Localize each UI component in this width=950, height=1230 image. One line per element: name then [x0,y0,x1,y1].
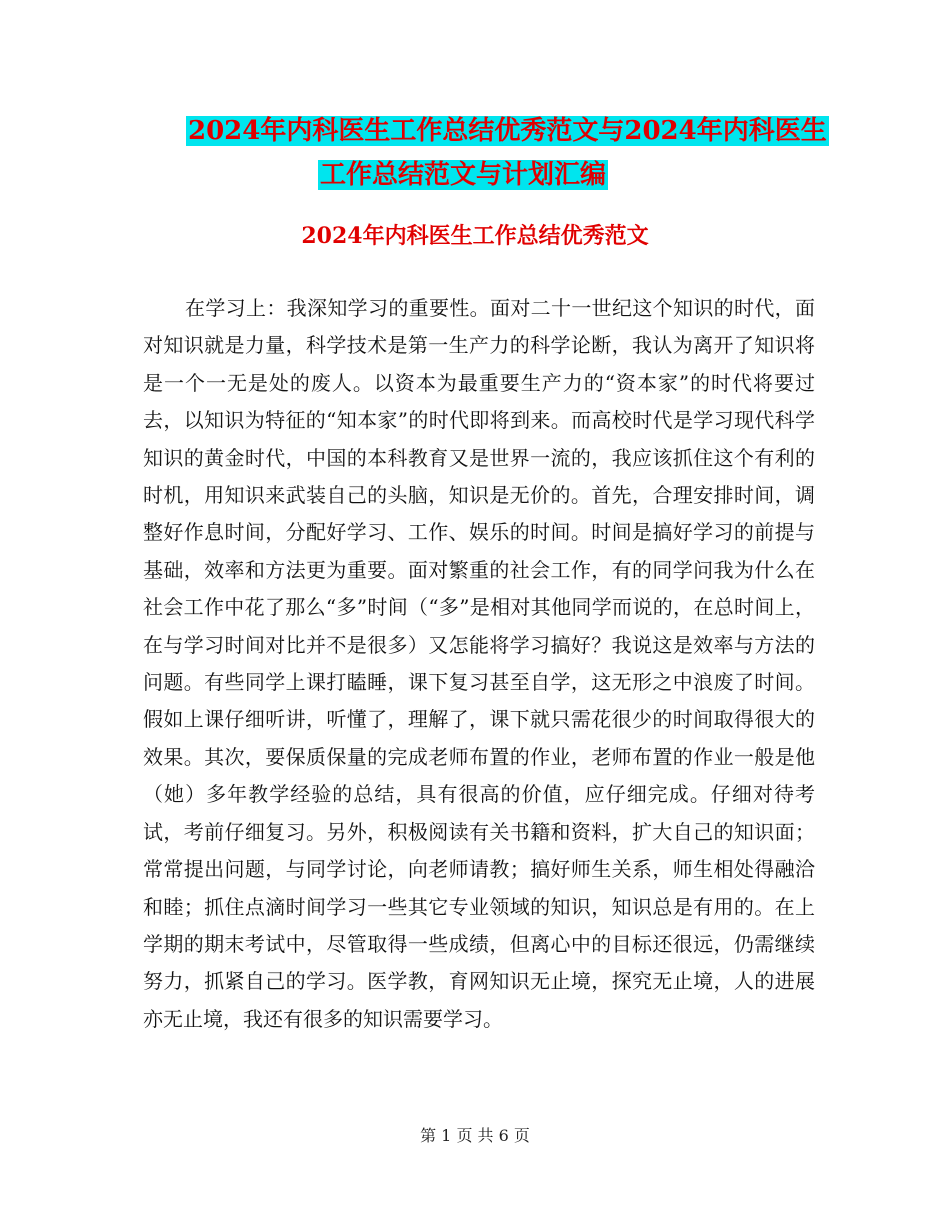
document-title-line-2 [0,156,950,194]
page-number-footer: 第 1 页 共 6 页 [420,1126,530,1145]
title-line-1-text: 2024年内科医生工作总结优秀范文与2024年内科医生 [188,116,827,146]
document-title [0,112,950,194]
body-paragraph: 在学习上：我深知学习的重要性。面对二十一世纪这个知识的时代，面对知识就是力量，科学技术是第一生产力的科学论断，我认为离开了知识将是一个一无是处的废人。以资本为最重要生产力的“资本家”的时代将要过去，以知识为特征的“知本家”的时代即将到来。而高校时代是学习现代科学知识的黄金时代，中国的本科教育又是世界一流的，我应该抓住这个有利的时机，用知识来武装自己的头脑，知识是无价的。首先，合理安排时间，调整好作息时间，分配好学习、工作、娱乐的时间。时间是搞好学习的前提与基础，效率和方法更为重要。面对繁重的社会工作，有的同学问我为什么在社会工作中花了那么“多”时间（“多”是相对其他同学而说的，在总时间上，在与学习时间对比并不是很多）又怎能将学习搞好？我说这是效率与方法的问题。有些同学上课打瞌睡，课下复习甚至自学，这无形之中浪废了时间。假如上课仔细听讲，听懂了，理解了，课下就只需花很少的时间取得很大的效果。其次，要保质保量的完成老师布置的作业，老师布置的作业一般是他（她）多年教学经验的总结，具有很高的价值，应仔细完成。仔细对待考试，考前仔细复习。另外，积极阅读有关书籍和资料，扩大自己的知识面；常常提出问题，与同学讨论，向老师请教；搞好师生关系，师生相处得融洽和睦；抓住点滴时间学习一些其它专业领域的知识，知识总是有用的。在上学期的期末考试中，尽管取得一些成绩，但离心中的目标还很远，仍需继续努力，抓紧自己的学习。医学教，育网知识无止境，探究无止境，人的进展亦无止境，我还有很多的知识需要学习。 [143,296,815,1031]
title-line-2-text: 工作总结范文与计划汇编 [320,160,607,190]
section-heading: 2024年内科医生工作总结优秀范文 [301,223,649,249]
document-title-line-1 [0,112,950,150]
